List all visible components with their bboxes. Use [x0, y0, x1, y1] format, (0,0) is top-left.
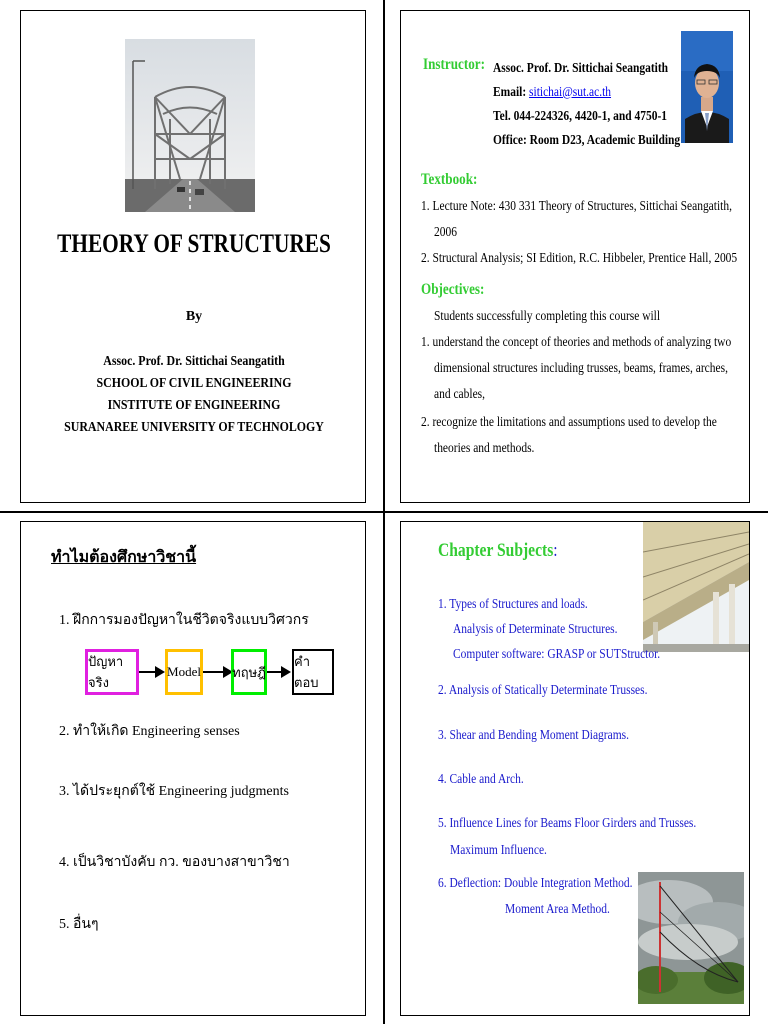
school-name: SCHOOL OF CIVIL ENGINEERING — [96, 376, 292, 391]
tel-line: Tel. 044-224326, 4420-1, and 4750-1 — [493, 109, 668, 124]
objective-2: 2. recognize the limitations and assumptions used to develop the — [421, 415, 717, 430]
chapter-subjects-title-text: Chapter Subjects — [438, 540, 554, 561]
instructor-label: Instructor: — [423, 56, 485, 73]
email-label: Email: — [493, 85, 530, 100]
chapter-1: 1. Types of Structures and loads. — [438, 597, 588, 612]
bridge-photo — [125, 39, 255, 212]
textbook-label: Textbook: — [421, 171, 478, 188]
horizontal-divider — [0, 511, 768, 513]
textbook-1: 1. Lecture Note: 430 331 Theory of Structures, Sittichai Seangatith, — [421, 199, 732, 214]
slide-chapter-subjects — [400, 521, 750, 1016]
slide-why-study — [20, 521, 366, 1016]
reason-5: 5. อื่นๆ — [59, 917, 99, 932]
reason-4: 4. เป็นวิชาบังคับ กว. ของบางสาขาวิชา — [59, 855, 290, 870]
objective-1: 1. understand the concept of theories and methods of analyzing two — [421, 335, 732, 350]
instructor-photo — [681, 31, 733, 143]
university-name: SURANAREE UNIVERSITY OF TECHNOLOGY — [64, 420, 324, 435]
email-line — [493, 81, 680, 105]
textbook-2: 2. Structural Analysis; SI Edition, R.C. Hibbeler, Prentice Hall, 2005 — [421, 251, 738, 266]
flow-box-model: Model — [165, 649, 203, 695]
cable-structure-photo — [638, 872, 744, 1004]
instructor-name: Assoc. Prof. Dr. Sittichai Seangatith — [493, 61, 669, 76]
reason-1: 1. ฝึกการมองปัญหาในชีวิตจริงแบบวิศวกร — [59, 613, 309, 628]
chapter-1-sub2: Computer software: GRASP or SUTStructor. — [453, 647, 661, 662]
overpass-photo — [643, 522, 749, 652]
chapter-6-sub: Moment Area Method. — [505, 902, 610, 917]
by-label: By — [185, 309, 203, 324]
chapter-subjects-title — [438, 540, 558, 562]
chapter-5: 5. Influence Lines for Beams Floor Girders and Trusses. — [438, 816, 697, 831]
flow-arrowhead-1 — [155, 666, 165, 678]
chapter-6: 6. Deflection: Double Integration Method. — [438, 876, 633, 891]
email-link[interactable]: sitichai@sut.ac.th — [529, 85, 612, 100]
objective-2-line2: theories and methods. — [434, 441, 535, 456]
objective-1-line3: and cables, — [434, 387, 486, 402]
flow-box-theory: ทฤษฎี — [231, 649, 267, 695]
office-line: Office: Room D23, Academic Building — [493, 133, 681, 148]
reason-3: 3. ได้ประยุกต์ใช้ Engineering judgments — [59, 784, 289, 799]
chapter-4: 4. Cable and Arch. — [438, 772, 524, 787]
chapter-1-sub1: Analysis of Determinate Structures. — [453, 622, 618, 637]
slide-title — [20, 10, 366, 503]
textbook-1-year: 2006 — [434, 225, 457, 240]
course-title: THEORY OF STRUCTURES — [57, 229, 331, 258]
flow-box-real-problem: ปัญหาจริง — [85, 649, 139, 695]
why-study-title: ทำไมต้องศึกษาวิชานี้ — [51, 549, 197, 566]
chapter-3: 3. Shear and Bending Moment Diagrams. — [438, 728, 629, 743]
title-colon: : — [553, 540, 558, 561]
slide-course-info — [400, 10, 750, 503]
objective-1-line2: dimensional structures including trusses, beams, frames, arches, — [434, 361, 728, 376]
reason-2: 2. ทำให้เกิด Engineering senses — [59, 724, 240, 739]
objectives-intro: Students successfully completing this course will — [434, 309, 661, 324]
chapter-5-sub: Maximum Influence. — [450, 843, 547, 858]
institute-name: INSTITUTE OF ENGINEERING — [107, 398, 281, 413]
flow-arrowhead-3 — [281, 666, 291, 678]
flow-box-answer: คำตอบ — [292, 649, 334, 695]
objectives-label: Objectives: — [421, 281, 485, 298]
author-name: Assoc. Prof. Dr. Sittichai Seangatith — [103, 354, 285, 369]
author-block — [21, 351, 367, 439]
chapter-2: 2. Analysis of Statically Determinate Trusses. — [438, 683, 648, 698]
